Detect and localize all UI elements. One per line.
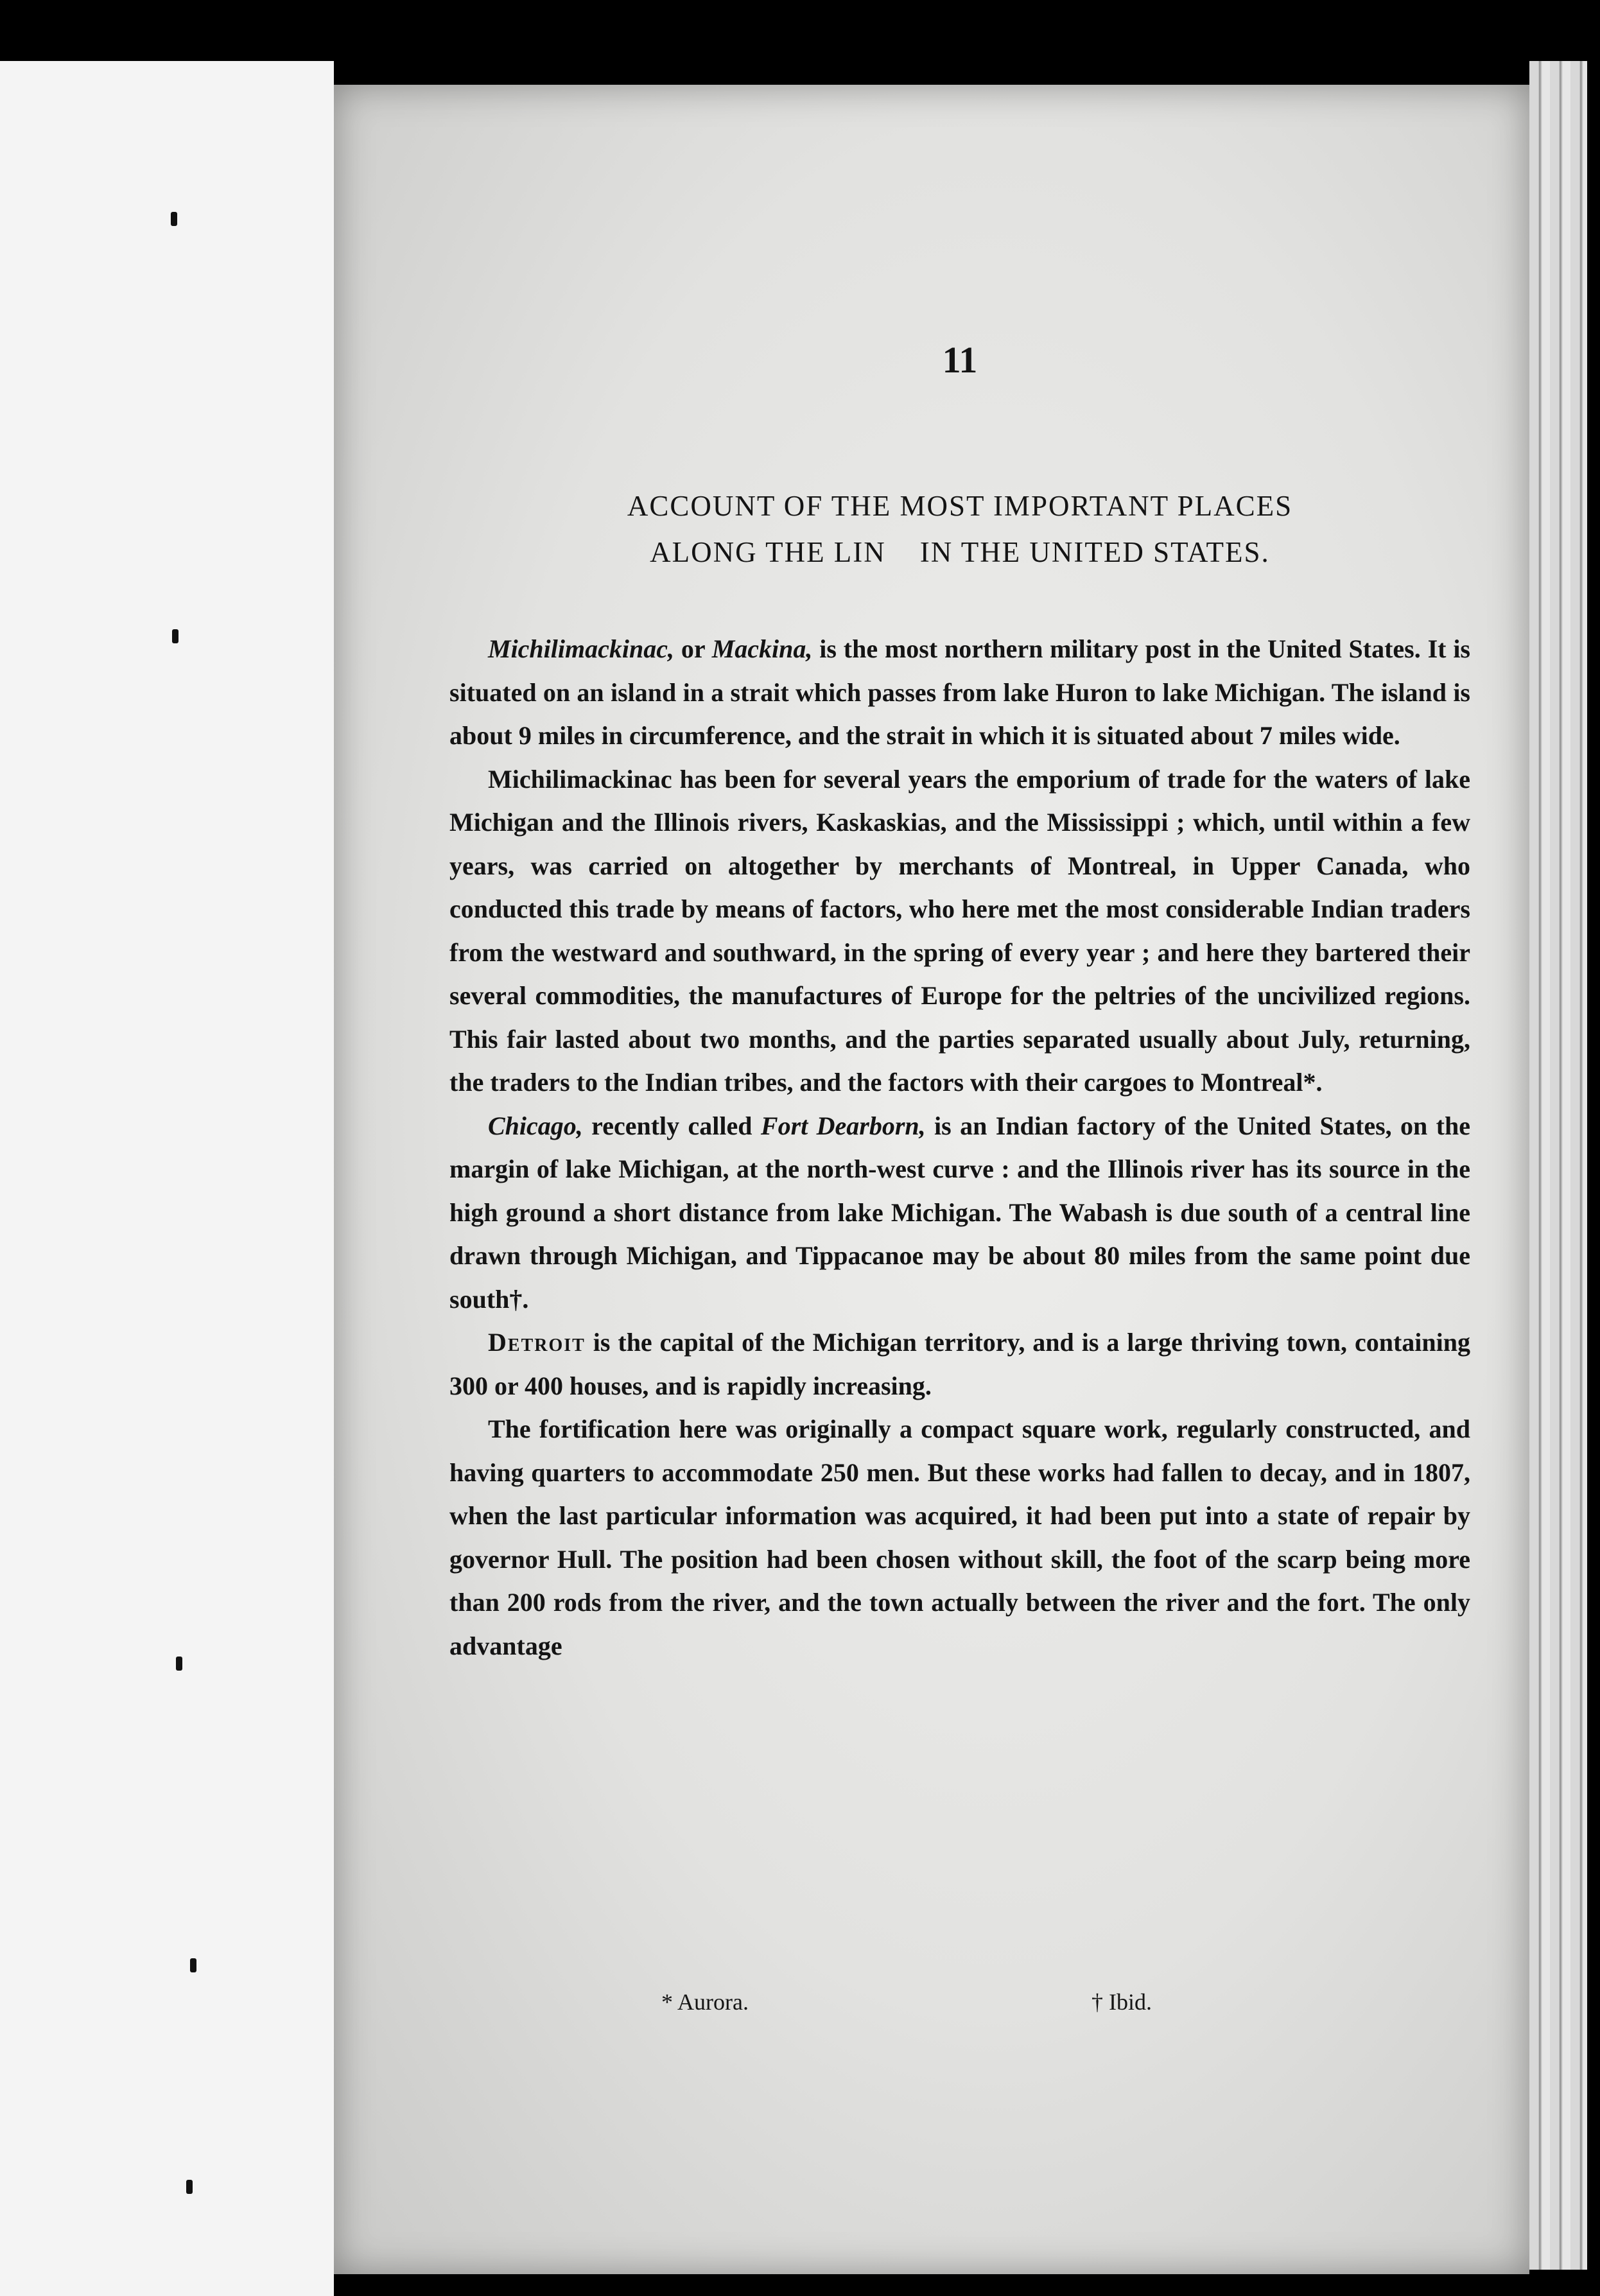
place-name: Mackina, [711,634,813,663]
paragraph-chicago [449,1104,1470,1321]
paragraph-trade: Michilimackinac has been for several years the emporium of trade for the waters of lake Michigan and the Illinois rivers, Kaskaskias, and the Mississippi ; which, until within a few years, was carried on altogether by merchants of Montreal, in Upper Canada, who conducted this trade by means of factors, who here met the most considerable Indian traders from the westward and southward, in the spring of every year ; and here they bartered their several commodities, the manufactures of Europe for the peltries of the uncivilized regions. This fair lasted about two months, and the parties separated usually about July, returning, the traders to the Indian tribes, and the factors with their cargoes to Montreal*. [449,764,1470,1097]
margin-mark [171,212,177,226]
margin-mark [176,1657,182,1671]
text-run: or [674,634,712,663]
text-run: is the capital of the Michigan territory, and is a large thriving town, containing 300 or 400 houses, and is rapidly increasing. [449,1328,1470,1400]
paragraph-fortification: The fortification here was originally a compact square work, regularly constructed, and having quarters to accommodate 250 men. But these works had fallen to decay, and in 1807, when the last particular information was acquired, it had been put into a state of repair by governor Hull. The position had been chosen without skill, the foot of the scarp being more than 200 rods from the river, and the town actually between the river and the fort. The only advantage [449,1414,1470,1660]
heading-line-1: ACCOUNT OF THE MOST IMPORTANT PLACES [627,490,1293,522]
text-run: is the most northern military post in the United States. It is situated on an island in a strait which passes from lake Huron to lake Michigan. The island is about 9 miles in circumference, and the strait in which it is situated about 7 miles wide. [449,634,1471,750]
place-name: Chicago, [488,1111,583,1140]
place-name: Michilimackinac, [488,634,674,663]
footnote-aurora: * Aurora. [661,1989,749,2015]
text-run: recently called [582,1111,761,1140]
paragraph-michilimackinac [449,627,1470,758]
margin-mark [186,2180,193,2194]
facing-page-blank [0,61,334,2296]
place-name: Detroit [488,1328,586,1357]
paragraph-detroit [449,1321,1470,1407]
footnote-ibid: † Ibid. [1091,1989,1152,2015]
margin-mark [190,1958,196,1972]
margin-mark [172,629,178,643]
place-name: Fort Dearborn, [760,1111,926,1140]
heading-line-2: ALONG THE LIN IN THE UNITED STATES. [650,536,1270,568]
page-heading [449,483,1470,575]
page-edges [1529,61,1587,2270]
body-text [449,627,1470,1667]
text-run: is an Indian factory of the United States, on the margin of lake Michigan, at the north-west curve : and the Illinois river has its source in the high ground a short distance from lake Michigan. The Wabash is due south of a central line drawn through Michigan, and Tippacanoe may be about 80 miles from the same point due south†. [449,1111,1470,1314]
printed-page [334,85,1529,2274]
page-number: 11 [942,339,978,381]
